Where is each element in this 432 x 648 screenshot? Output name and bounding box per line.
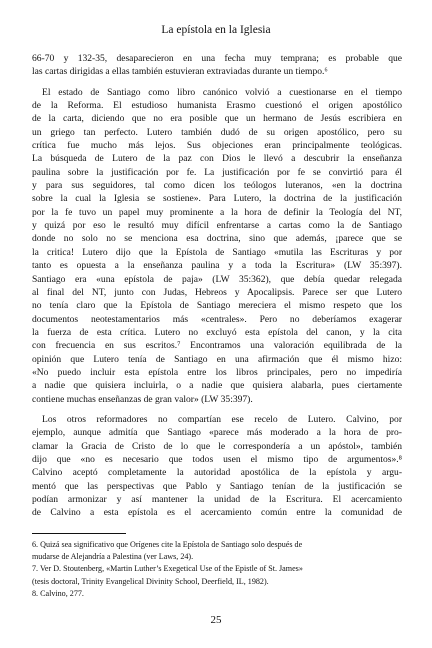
body-text bbox=[32, 52, 402, 520]
text-line: dijo que «no es necesario que todos usen el mismo tipo de argumentos».⁸ bbox=[32, 453, 402, 465]
page-number: 25 bbox=[210, 614, 222, 626]
text-line: con frecuencia en sus escritos.⁷ Encontramos una valoración equilibrada de la bbox=[32, 340, 402, 352]
text-line: a nadie que quisiera incluirla, o a nadie que quisiera alabarla, pues ciertamente bbox=[32, 380, 402, 392]
text-line: de Calvino a esta epístola es el acercamiento común entre la comunidad de bbox=[32, 507, 402, 519]
footnote-line: 8. Calvino, 277. bbox=[32, 588, 84, 598]
text-line: Santiago era «una epístola de paja» (LW 35:362), que debía quedar relegada bbox=[32, 273, 402, 285]
text-line: mentó que las perspectivas que Pablo y Santiago tenían de la justificación se bbox=[32, 480, 402, 492]
footnote-separator bbox=[32, 533, 126, 534]
text-line: y quizá por eso le resultó muy difícil enfrentarse a cartas como la de Santiago bbox=[32, 220, 402, 232]
text-line: podían armonizar y así mantener la unidad de la Escritura. El acercamiento bbox=[32, 494, 402, 505]
text-line: Calvino aceptó completamente la autoridad apostólica de la epístola y argu- bbox=[32, 467, 402, 479]
text-line: un griego tan perfecto. Lutero también dudó de su origen apostólico, pero su bbox=[32, 126, 402, 138]
footnotes bbox=[32, 539, 402, 600]
text-line: tanto es opuesta a la enseñanza paulina y a toda la Escritura» (LW 35:397). bbox=[32, 260, 402, 272]
text-line: ejemplo, aunque admitía que Santiago «parece más moderado a la hora de pro- bbox=[32, 427, 402, 439]
text-line: no tenía claro que la Epístola de Santiago mereciera el mismo respeto que los bbox=[32, 300, 402, 312]
text-line: «No puedo incluir esta epístola entre los libros principales, pero no impediría bbox=[32, 366, 402, 378]
text-line: de la Reforma. El estudioso humanista Erasmo cuestionó el origen apostólico bbox=[32, 100, 402, 112]
footnote-line: mudarse de Alejandría a Palestina (ver Laws, 24). bbox=[32, 552, 194, 562]
text-line: de la carta, diciendo que no era posible que un hermano de Jesús escribiera en bbox=[32, 113, 402, 125]
text-line: contiene muchas enseñanzas de gran valor» (LW 35:397). bbox=[32, 393, 253, 405]
text-line: documentos neotestamentarios más «centrales». Pero no deberíamos exagerar bbox=[32, 313, 402, 325]
paragraph bbox=[32, 86, 402, 406]
text-line: al final del NT, junto con Judas, Hebreos y Apocalipsis. Parece ser que Lutero bbox=[32, 286, 402, 298]
text-line: opinión que Lutero tenía de Santiago en una afirmación que él mismo hizo: bbox=[32, 353, 402, 365]
text-line: por la fe tuvo un papel muy prominente a la hora de definir la Teología del NT, bbox=[32, 206, 402, 218]
paragraph bbox=[32, 52, 402, 79]
text-line: las cartas dirigidas a ellas también estuvieran extraviadas durante un tiempo.⁶ bbox=[32, 66, 328, 78]
running-head: La epístola en la Iglesia bbox=[161, 24, 271, 36]
text-line: crítica fue mucho más lejos. Sus objeciones eran principalmente teológicas. bbox=[32, 140, 402, 152]
text-line: sobre la cual la Iglesia se sostiene». Para Lutero, la doctrina de la justificación bbox=[32, 193, 402, 205]
footnote bbox=[32, 539, 402, 563]
footnote bbox=[32, 588, 402, 600]
text-line: 66-70 y 132-35, desaparecieron en una fecha muy temprana; es probable que bbox=[32, 53, 402, 64]
text-line: El estado de Santiago como libro canónico volvió a cuestionarse en el tiempo bbox=[42, 86, 402, 98]
footnote-line: 7. Ver D. Stoutenberg, «Martin Luther’s Exegetical Use of the Epistle of St. James» bbox=[32, 564, 303, 574]
footnote-line: 6. Quizá sea significativo que Orígenes cite la Epístola de Santiago solo después de bbox=[32, 540, 303, 549]
footnote-line: (tesis doctoral, Trinity Evangelical Divinity School, Deerfield, IL, 1982). bbox=[32, 576, 269, 586]
text-line: Los otros reformadores no compartían ese recelo de Lutero. Calvino, por bbox=[42, 413, 402, 425]
text-line: la fuerza de esta crítica. Lutero no excluyó esta epístola del canon, y la cita bbox=[32, 326, 402, 338]
text-line: clamar la Gracia de Cristo de lo que le correspondería a un apóstol», también bbox=[32, 440, 402, 452]
text-line: donde no solo no se menciona esa doctrina, sino que además, ¡parece que se bbox=[32, 233, 402, 245]
footnote bbox=[32, 563, 402, 587]
text-line: La búsqueda de Lutero de la paz con Dios le llevó a descubrir la enseñanza bbox=[32, 153, 402, 165]
paragraph bbox=[32, 413, 402, 520]
text-line: y para sus seguidores, tal como dicen los teólogos luteranos, «en la doctrina bbox=[32, 180, 402, 192]
text-line: paulina sobre la justificación por fe. La justificación por fe se convirtió para él bbox=[32, 166, 402, 178]
text-line: la critica! Lutero dijo que la Epístola de Santiago «mutila las Escrituras y por bbox=[32, 246, 402, 258]
